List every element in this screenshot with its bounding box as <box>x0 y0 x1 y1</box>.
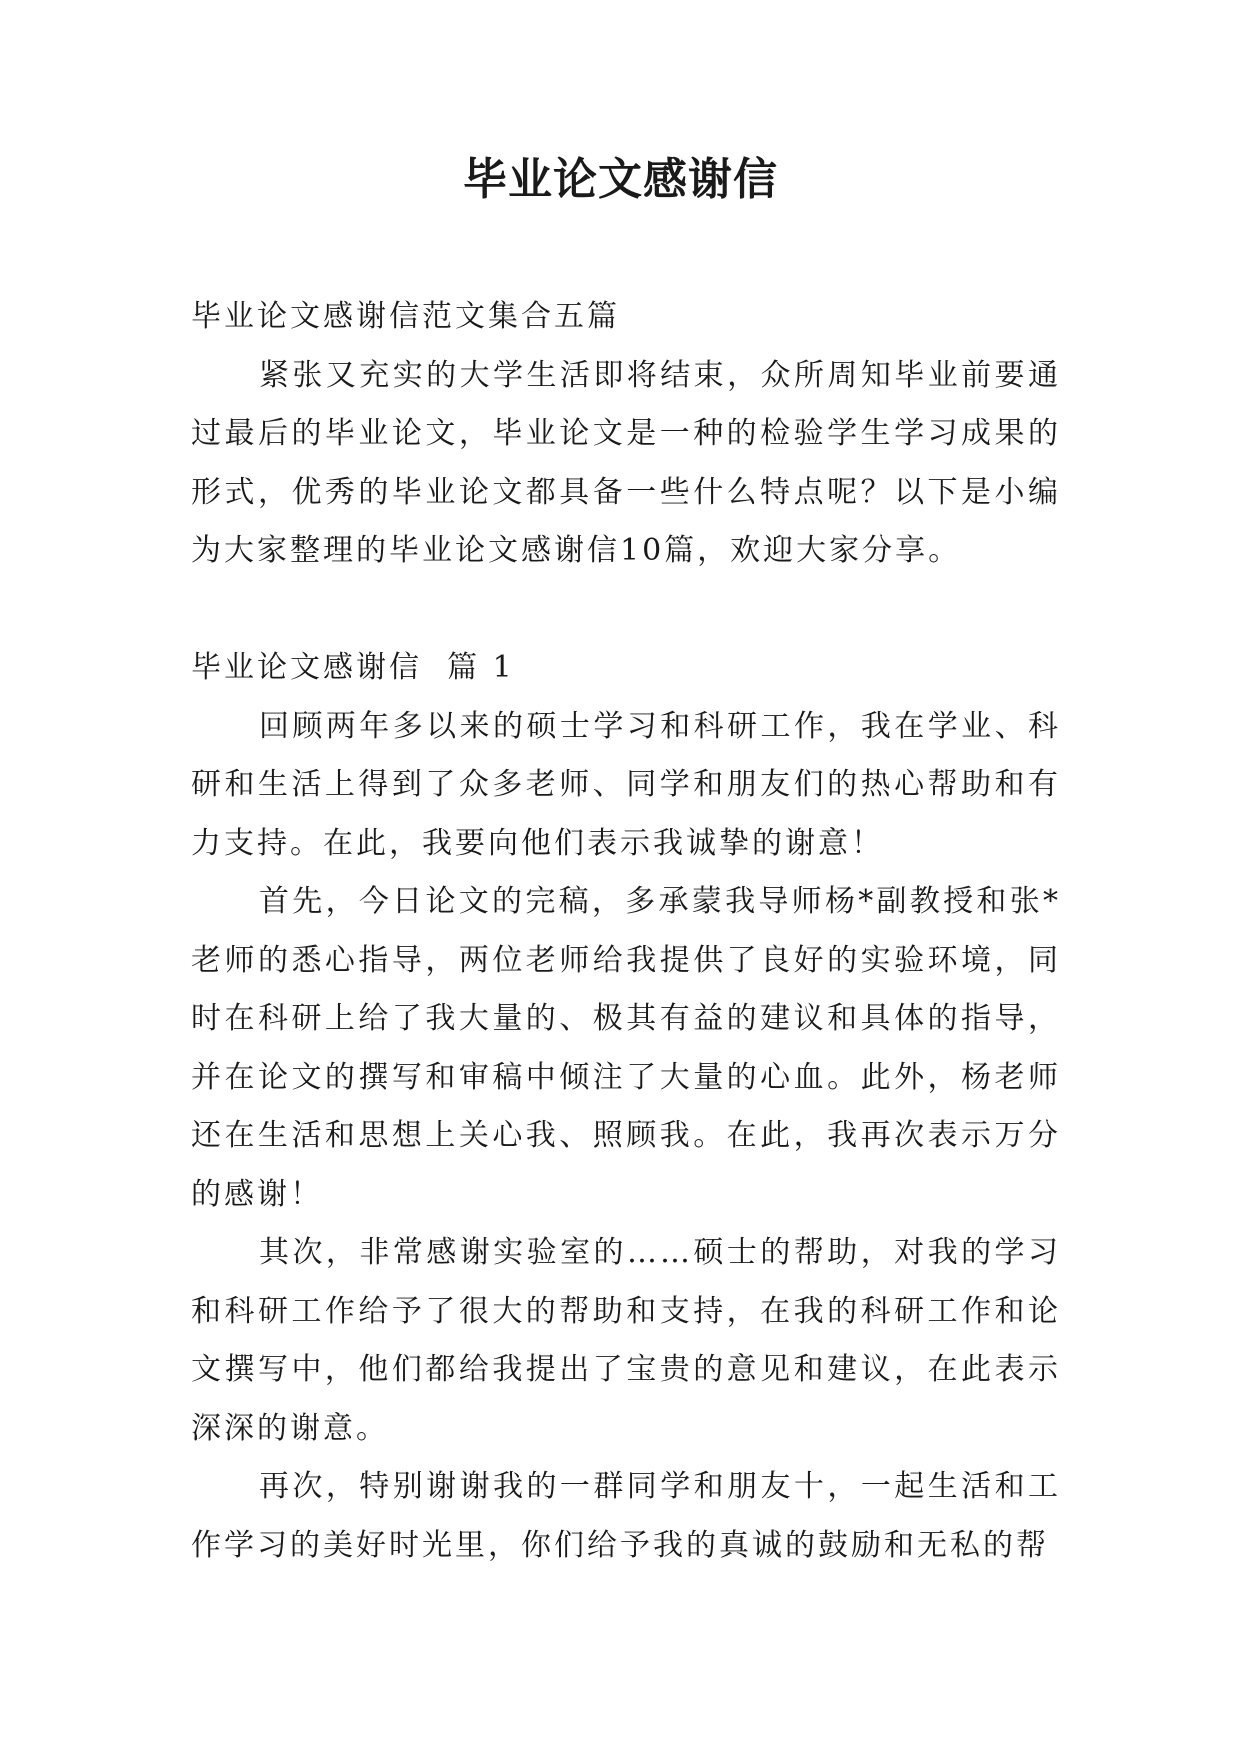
section-spacer <box>191 581 1061 640</box>
document-subtitle: 毕业论文感谢信范文集合五篇 <box>191 299 620 334</box>
body-paragraph-4: 再次，特别谢谢我的一群同学和朋友十，一起生活和工作学习的美好时光里，你们给予我的真诚的鼓励和无私的帮 <box>191 1469 1061 1563</box>
document-body <box>191 288 1061 1575</box>
body-paragraph-3: 其次，非常感谢实验室的……硕士的帮助，对我的学习和科研工作给予了很大的帮助和支持，在我的科研工作和论文撰写中，他们都给我提出了宝贵的意见和建议，在此表示深深的谢意。 <box>191 1235 1061 1446</box>
section-heading: 毕业论文感谢信 篇 1 <box>191 650 515 685</box>
intro-paragraph: 紧张又充实的大学生活即将结束，众所周知毕业前要通过最后的毕业论文，毕业论文是一种的检验学生学习成果的形式，优秀的毕业论文都具备一些什么特点呢？以下是小编为大家整理的毕业论文感谢信10篇，欢迎大家分享。 <box>191 357 1061 568</box>
body-paragraph-1: 回顾两年多以来的硕士学习和科研工作，我在学业、科研和生活上得到了众多老师、同学和朋友们的热心帮助和有力支持。在此，我要向他们表示我诚挚的谢意！ <box>191 708 1061 861</box>
document-title: 毕业论文感谢信 <box>463 154 778 205</box>
body-paragraph-2: 首先，今日论文的完稿，多承蒙我导师杨*副教授和张*老师的悉心指导，两位老师给我提供了良好的实验环境，同时在科研上给了我大量的、极其有益的建议和具体的指导，并在论文的撰写和审稿中倾注了大量的心血。此外，杨老师还在生活和思想上关心我、照顾我。在此，我再次表示万分的感谢！ <box>191 884 1061 1212</box>
